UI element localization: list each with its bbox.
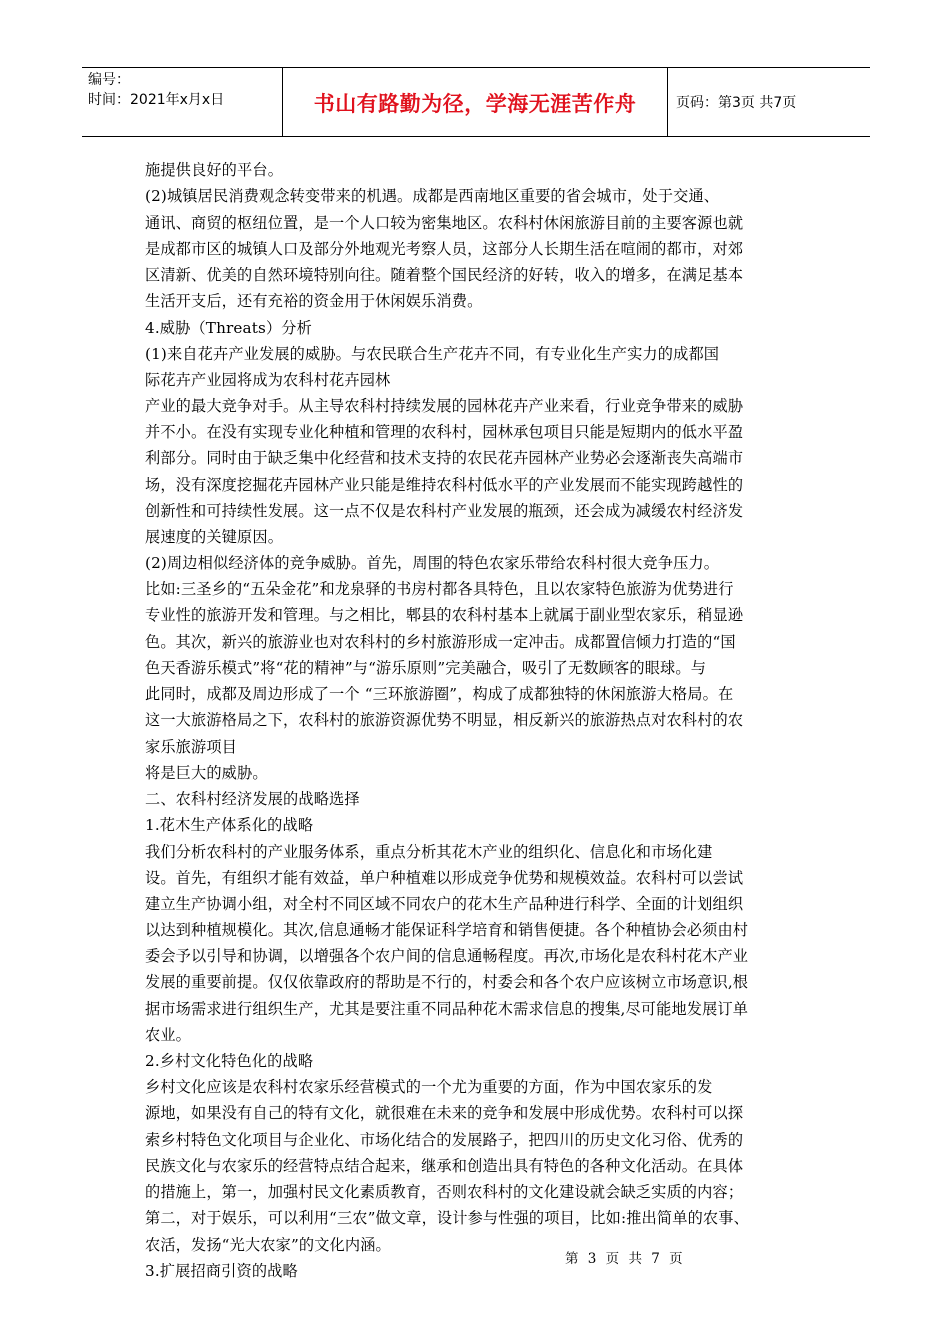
body-text-line: 据市场需求进行组织生产，尤其是要注重不同品种花木需求信息的搜集,尽可能地发展订单 <box>145 1000 749 1018</box>
body-text-line: 比如:三圣乡的“五朵金花”和龙泉驿的书房村都各具特色，且以农家特色旅游为优势进行 <box>145 580 734 598</box>
header-motto: 书山有路勤为径，学海无涯苦作舟 <box>313 92 637 116</box>
body-text-line: 产业的最大竞争对手。从主导农科村持续发展的园林花卉产业来看，行业竞争带来的威胁 <box>145 397 744 415</box>
body-text-line: 索乡村特色文化项目与企业化、市场化结合的发展路子，把四川的历史文化习俗、优秀的 <box>145 1131 744 1149</box>
body-text-line: 此同时，成都及周边形成了一个 “三环旅游圈”，构成了成都独特的休闲旅游大格局。在 <box>145 685 734 703</box>
body-text-line: (1)来自花卉产业发展的威胁。与农民联合生产花卉不同，有专业化生产实力的成都国 <box>145 345 720 363</box>
body-text-line: 发展的重要前提。仅仅依靠政府的帮助是不行的，村委会和各个农户应该树立市场意识,根 <box>145 973 749 991</box>
body-text-line: 民族文化与农家乐的经营特点结合起来，继承和创造出具有特色的各种文化活动。在具体 <box>145 1157 744 1175</box>
body-text-line: 乡村文化应该是农科村农家乐经营模式的一个尤为重要的方面，作为中国农家乐的发 <box>145 1078 713 1096</box>
body-text-line: (2)城镇居民消费观念转变带来的机遇。成都是西南地区重要的省会城市，处于交通、 <box>145 187 720 205</box>
header-right-cell <box>668 68 870 136</box>
body-text-line: 委会予以引导和协调，以增强各个农户间的信息通畅程度。再次,市场化是农科村花木产业 <box>145 947 749 965</box>
body-text-line: 施提供良好的平台。 <box>145 161 284 179</box>
body-text-line: 源地，如果没有自己的特有文化，就很难在未来的竞争和发展中形成优势。农科村可以探 <box>145 1104 744 1122</box>
body-text-line: 以达到种植规模化。其次,信息通畅才能保证科学培育和销售便捷。各个种植协会必须由村 <box>145 921 749 939</box>
header-center-cell <box>283 68 668 136</box>
body-text-line: 通讯、商贸的枢纽位置，是一个人口较为密集地区。农科村休闲旅游目前的主要客源也就 <box>145 214 744 232</box>
body-text-line: 际花卉产业园将成为农科村花卉园林 <box>145 371 391 389</box>
body-text-line: 场，没有深度挖掘花卉园林产业只能是维持农科村低水平的产业发展而不能实现跨越性的 <box>145 476 744 494</box>
body-text-line: 我们分析农科村的产业服务体系，重点分析其花木产业的组织化、信息化和市场化建 <box>145 843 713 861</box>
body-text-line: 区清新、优美的自然环境特别向往。随着整个国民经济的好转，收入的增多，在满足基本 <box>145 266 744 284</box>
body-text-line: 创新性和可持续性发展。这一点不仅是农科村产业发展的瓶颈，还会成为减缓农村经济发 <box>145 502 744 520</box>
document-code-label: 编号： <box>88 72 130 88</box>
header-table <box>82 67 870 137</box>
body-text-line: 是成都市区的城镇人口及部分外地观光考察人员，这部分人长期生活在喧闹的都市，对郊 <box>145 240 744 258</box>
body-text-line: 利部分。同时由于缺乏集中化经营和技术支持的农民花卉园林产业势必会逐渐丧失高端市 <box>145 449 744 467</box>
body-text-line: 建立生产协调小组，对全村不同区域不同农户的花木生产品种进行科学、全面的计划组织 <box>145 895 744 913</box>
body-text-line: 色天香游乐模式”将“花的精神”与“游乐原则”完美融合，吸引了无数顾客的眼球。与 <box>145 659 707 677</box>
body-text-line: 展速度的关键原因。 <box>145 528 284 546</box>
body-text-line: 二、农科村经济发展的战略选择 <box>145 790 360 808</box>
body-text-line: 第二，对于娱乐，可以利用“三农”做文章，设计参与性强的项目，比如:推出简单的农事、 <box>145 1209 749 1227</box>
body-text-line: 农活，发扬“光大农家”的文化内涵。 <box>145 1236 391 1254</box>
body-text-line: 4.威胁（Threats）分析 <box>145 319 312 337</box>
page-footer: 第 3 页 共 7 页 <box>565 1251 684 1267</box>
body-text-line: 的措施上，第一，加强村民文化素质教育，否则农科村的文化建设就会缺乏实质的内容； <box>145 1183 744 1201</box>
body-text-line: 专业性的旅游开发和管理。与之相比，郫县的农科村基本上就属于副业型农家乐，稍显逊 <box>145 606 744 624</box>
header-page-info: 页码：第3页 共7页 <box>676 95 797 111</box>
body-text-line: 生活开支后，还有充裕的资金用于休闲娱乐消费。 <box>145 292 483 310</box>
document-date-label: 时间：2021年x月x日 <box>88 92 225 108</box>
body-text-line: 农业。 <box>145 1026 192 1044</box>
body-text-line: 家乐旅游项目 <box>145 738 238 756</box>
body-text-line: 1.花木生产体系化的战略 <box>145 816 314 834</box>
body-text-line: 2.乡村文化特色化的战略 <box>145 1052 314 1070</box>
body-text-line: 设。首先，有组织才能有效益，单户种植难以形成竞争优势和规模效益。农科村可以尝试 <box>145 869 744 887</box>
body-text-line: 3.扩展招商引资的战略 <box>145 1262 298 1280</box>
body-text-line: 并不小。在没有实现专业化种植和管理的农科村，园林承包项目只能是短期内的低水平盈 <box>145 423 744 441</box>
header-left-cell <box>82 68 283 136</box>
body-text-line: (2)周边相似经济体的竞争威胁。首先，周围的特色农家乐带给农科村很大竞争压力。 <box>145 554 720 572</box>
body-text-line: 这一大旅游格局之下，农科村的旅游资源优势不明显，相反新兴的旅游热点对农科村的农 <box>145 711 744 729</box>
body-text-line: 将是巨大的威胁。 <box>145 764 268 782</box>
body-text-line: 色。其次，新兴的旅游业也对农科村的乡村旅游形成一定冲击。成都置信倾力打造的“国 <box>145 633 736 651</box>
